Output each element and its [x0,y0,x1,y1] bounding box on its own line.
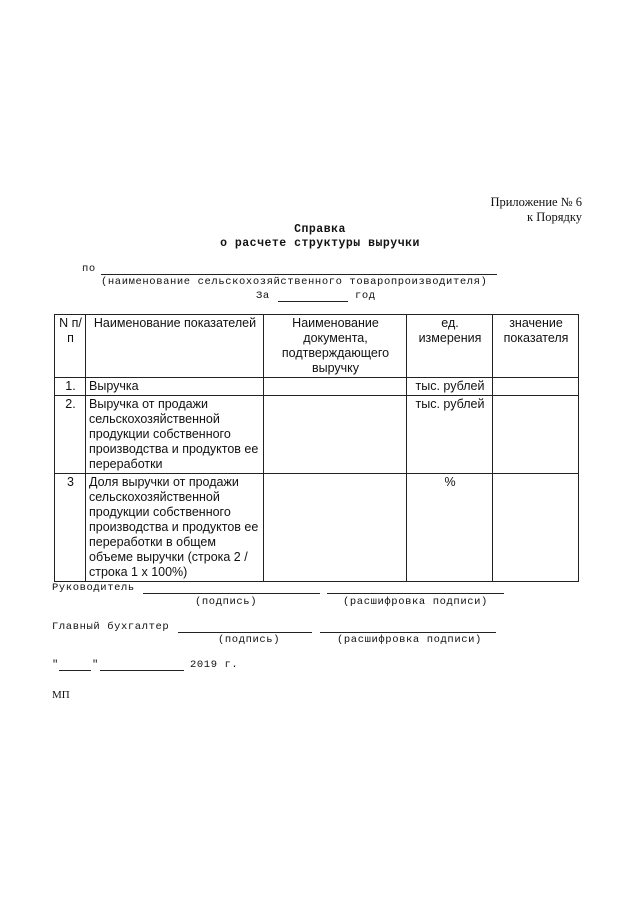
header-value: значение показателя [493,315,579,378]
header-num: N п/п [55,315,86,378]
head-name-field[interactable] [327,593,504,594]
header-document: Наименование документа, подтверждающего выручку [264,315,407,378]
row-value[interactable] [493,396,579,474]
producer-prefix: по [82,263,96,275]
accountant-signature-field[interactable] [178,632,312,633]
document-title [0,223,640,251]
accountant-label: Главный бухгалтер [52,621,170,633]
appendix-reference [490,195,582,225]
table-row [55,378,579,396]
producer-caption: (наименование сельскохозяйственного товаропроизводителя) [101,276,488,288]
row-value[interactable] [493,378,579,396]
stamp-label: МП [52,689,70,701]
row-num: 3 [55,474,86,582]
date-quote-close: " [92,659,99,671]
date-quote-open: " [52,659,59,671]
accountant-decode-caption: (расшифровка подписи) [337,634,482,646]
head-label: Руководитель [52,582,135,594]
row-unit: % [407,474,493,582]
date-day-field[interactable] [59,670,91,671]
revenue-structure-table [54,314,579,582]
head-sign-caption: (подпись) [195,596,258,608]
row-indicator: Выручка [86,378,264,396]
date-month-field[interactable] [100,670,184,671]
accountant-name-field[interactable] [320,632,496,633]
period-year-field[interactable] [278,301,348,302]
table-row [55,396,579,474]
header-indicator: Наименование показателей [86,315,264,378]
table-row [55,474,579,582]
title-line-1: Справка [294,223,346,236]
appendix-order-ref: к Порядку [527,210,582,224]
producer-name-field[interactable] [101,274,497,275]
row-indicator: Выручка от продажи сельскохозяйственной продукции собственного производства и продуктов ее переработки [86,396,264,474]
period-prefix: За [256,290,270,302]
head-decode-caption: (расшифровка подписи) [343,596,488,608]
row-unit: тыс. рублей [407,378,493,396]
row-document[interactable] [264,378,407,396]
row-num: 2. [55,396,86,474]
title-line-2: о расчете структуры выручки [220,237,420,250]
row-document[interactable] [264,474,407,582]
header-unit: ед. измерения [407,315,493,378]
row-document[interactable] [264,396,407,474]
row-indicator: Доля выручки от продажи сельскохозяйственной продукции собственного производства и продуктов ее переработки в общем объеме выручки (строка 2 / строка 1 x 100%) [86,474,264,582]
accountant-sign-caption: (подпись) [218,634,281,646]
period-suffix: год [355,290,376,302]
row-value[interactable] [493,474,579,582]
head-signature-field[interactable] [143,593,320,594]
table-header-row [55,315,579,378]
date-year: 2019 г. [190,659,239,671]
row-num: 1. [55,378,86,396]
appendix-number: Приложение № 6 [490,195,582,209]
row-unit: тыс. рублей [407,396,493,474]
